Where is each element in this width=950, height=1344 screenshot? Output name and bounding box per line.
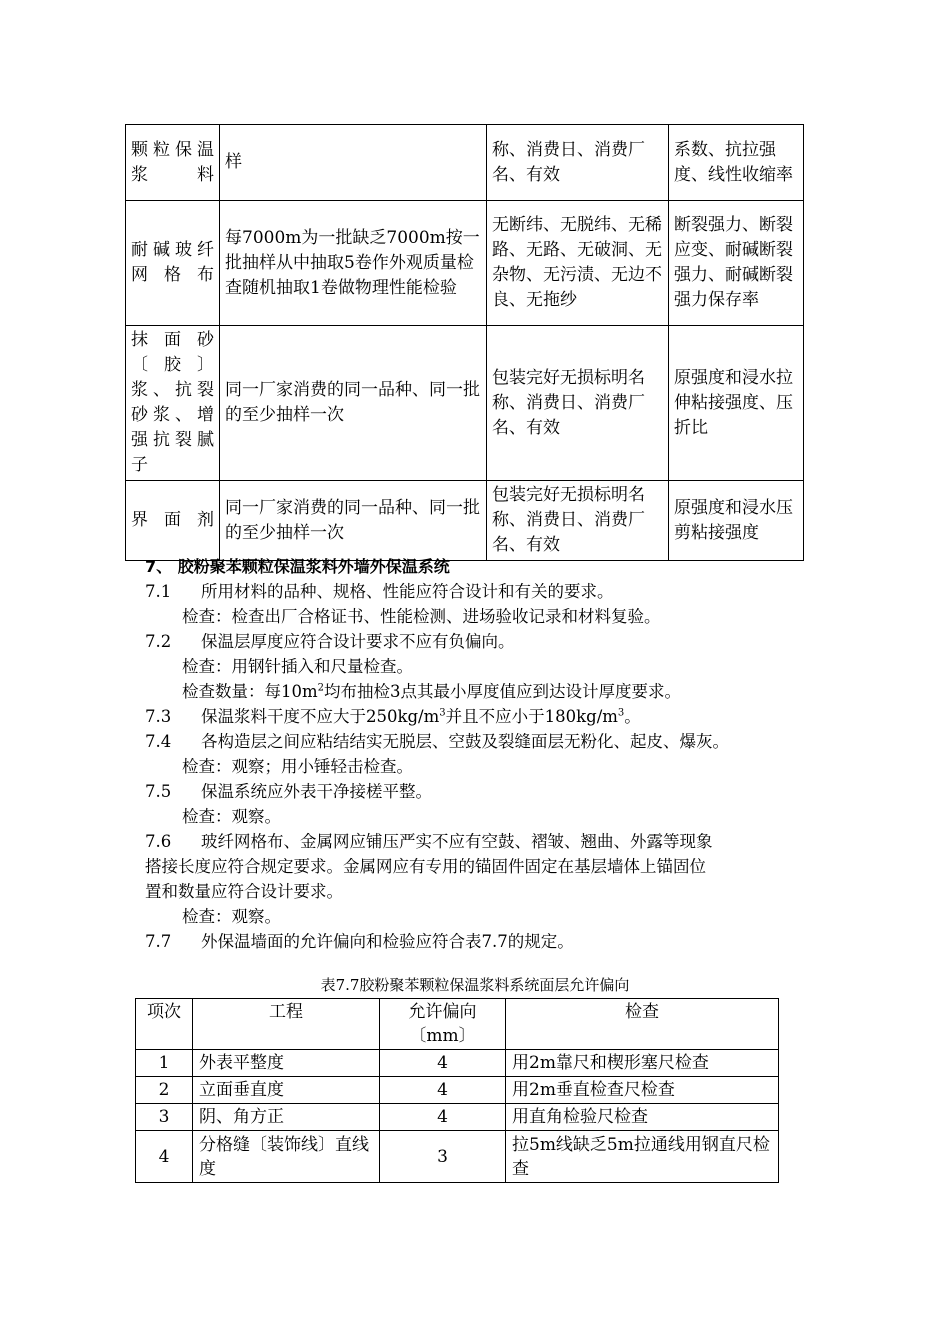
test-items-cell: 原强度和浸水压剪粘接强度: [669, 481, 804, 561]
check-cell: 用2m垂直检查尺检查: [506, 1077, 779, 1104]
header-cell: 工程: [193, 999, 380, 1050]
clause-number: 7.3: [145, 707, 172, 726]
clause-text: 保温层厚度应符合设计要求不应有负偏向。: [201, 632, 515, 651]
appearance-cell: 包装完好无损标明名称、消费日、消费厂名、有效: [487, 326, 669, 481]
table-row: [126, 326, 804, 481]
deviation-table: [135, 998, 779, 1183]
sampling-cell: 样: [220, 125, 487, 201]
clause-7-3: [145, 704, 815, 729]
item-cell: 外表平整度: [193, 1050, 380, 1077]
clause-7-5: [145, 779, 815, 804]
header-cell: 检查: [506, 999, 779, 1050]
material-cell: 耐碱玻纤网格布: [126, 201, 220, 326]
quantity-text: 均布抽检3点其最小厚度值应到达设计厚度要求。: [324, 682, 682, 701]
clause-check: 检查：观察。: [182, 807, 281, 826]
deviation-cell: 4: [380, 1104, 506, 1131]
item-cell: 阴、角方正: [193, 1104, 380, 1131]
table-row: [126, 201, 804, 326]
deviation-cell: 4: [380, 1077, 506, 1104]
clause-text: 置和数量应符合设计要求。: [145, 882, 343, 901]
clause-text: 保温系统应外表干净接槎平整。: [201, 782, 432, 801]
clause-text: 各构造层之间应粘结结实无脱层、空鼓及裂缝面层无粉化、起皮、爆灰。: [201, 732, 729, 751]
clause-number: 7.6: [145, 832, 172, 851]
clause-text: 并且不应小于180kg/m: [445, 707, 618, 726]
sampling-cell: 同一厂家消费的同一品种、同一批的至少抽样一次: [220, 326, 487, 481]
row-number: 4: [136, 1131, 193, 1183]
table-row: [136, 1050, 779, 1077]
clause-number: 7.5: [145, 782, 172, 801]
table-row: [126, 481, 804, 561]
clause-7-1: [145, 579, 815, 604]
clause-7-7: [145, 929, 815, 954]
table-row: [126, 125, 804, 201]
clause-check: 检查：观察；用小锤轻击检查。: [182, 757, 413, 776]
superscript: 3: [617, 707, 625, 719]
material-cell: 颗粒保温浆料: [126, 125, 220, 201]
clause-check: 检查：观察。: [182, 907, 281, 926]
clause-check: 检查：用钢针插入和尺量检查。: [182, 657, 413, 676]
deviation-cell: 4: [380, 1050, 506, 1077]
superscript: 2: [317, 682, 325, 694]
table-header-row: [136, 999, 779, 1050]
material-cell: 界面剂: [126, 481, 220, 561]
clause-7-6: [145, 829, 815, 854]
test-items-cell: 系数、抗拉强度、线性收缩率: [669, 125, 804, 201]
row-number: 2: [136, 1077, 193, 1104]
table-row: [136, 1104, 779, 1131]
item-cell: 立面垂直度: [193, 1077, 380, 1104]
test-items-cell: 原强度和浸水拉伸粘接强度、压折比: [669, 326, 804, 481]
superscript: 3: [439, 707, 446, 719]
sampling-cell: 每7000m为一批缺乏7000m按一批抽样从中抽取5卷作外观质量检查随机抽取1卷做物理性能检验: [220, 201, 487, 326]
item-cell: 分格缝〔装饰线〕直线度: [193, 1131, 380, 1183]
table-caption: 表7.7胶粉聚苯颗粒保温浆料系统面层允许偏向: [320, 976, 630, 994]
clause-text: 保温浆料干度不应大于250kg/m: [201, 707, 440, 726]
check-cell: 用2m靠尺和楔形塞尺检查: [506, 1050, 779, 1077]
deviation-cell: 3: [380, 1131, 506, 1183]
clause-text: 搭接长度应符合规定要求。金属网应有专用的锚固件固定在基层墙体上锚固位: [145, 857, 706, 876]
clause-text: 外保温墙面的允许偏向和检验应符合表7.7的规定。: [201, 932, 574, 951]
material-cell: 抹面砂〔胶〕浆、抗裂砂浆、增强抗裂腻子: [126, 326, 220, 481]
clause-7-4: [145, 729, 815, 754]
clause-7-2: [145, 629, 815, 654]
row-number: 3: [136, 1104, 193, 1131]
check-cell: 用直角检验尺检查: [506, 1104, 779, 1131]
clause-number: 7.1: [145, 582, 172, 601]
clause-quantity: [145, 679, 815, 704]
clause-number: 7.2: [145, 632, 172, 651]
clause-number: 7.7: [145, 932, 172, 951]
row-number: 1: [136, 1050, 193, 1077]
appearance-cell: 称、消费日、消费厂名、有效: [487, 125, 669, 201]
check-cell: 拉5m线缺乏5m拉通线用钢直尺检查: [506, 1131, 779, 1183]
table-row: [136, 1131, 779, 1183]
clause-number: 7.4: [145, 732, 172, 751]
sampling-cell: 同一厂家消费的同一品种、同一批的至少抽样一次: [220, 481, 487, 561]
appearance-cell: 包装完好无损标明名称、消费日、消费厂名、有效: [487, 481, 669, 561]
section-7: [145, 554, 815, 954]
clause-text: 所用材料的品种、规格、性能应符合设计和有关的要求。: [201, 582, 614, 601]
quantity-text: 检查数量：每10m: [182, 682, 318, 701]
test-items-cell: 断裂强力、断裂应变、耐碱断裂强力、耐碱断裂强力保存率: [669, 201, 804, 326]
header-cell: 项次: [136, 999, 193, 1050]
material-inspection-table: [125, 124, 804, 561]
table-row: [136, 1077, 779, 1104]
clause-check: 检查：检查出厂合格证书、性能检测、进场验收记录和材料复验。: [182, 607, 661, 626]
section-title: 7、 胶粉聚苯颗粒保温浆料外墙外保温系统: [145, 557, 450, 576]
clause-text: 玻纤网格布、金属网应铺压严实不应有空鼓、褶皱、翘曲、外露等现象: [201, 832, 713, 851]
header-cell: 允许偏向〔mm〕: [380, 999, 506, 1050]
appearance-cell: 无断纬、无脱纬、无稀路、无路、无破洞、无杂物、无污渍、无边不良、无拖纱: [487, 201, 669, 326]
clause-text: 。: [624, 707, 641, 726]
